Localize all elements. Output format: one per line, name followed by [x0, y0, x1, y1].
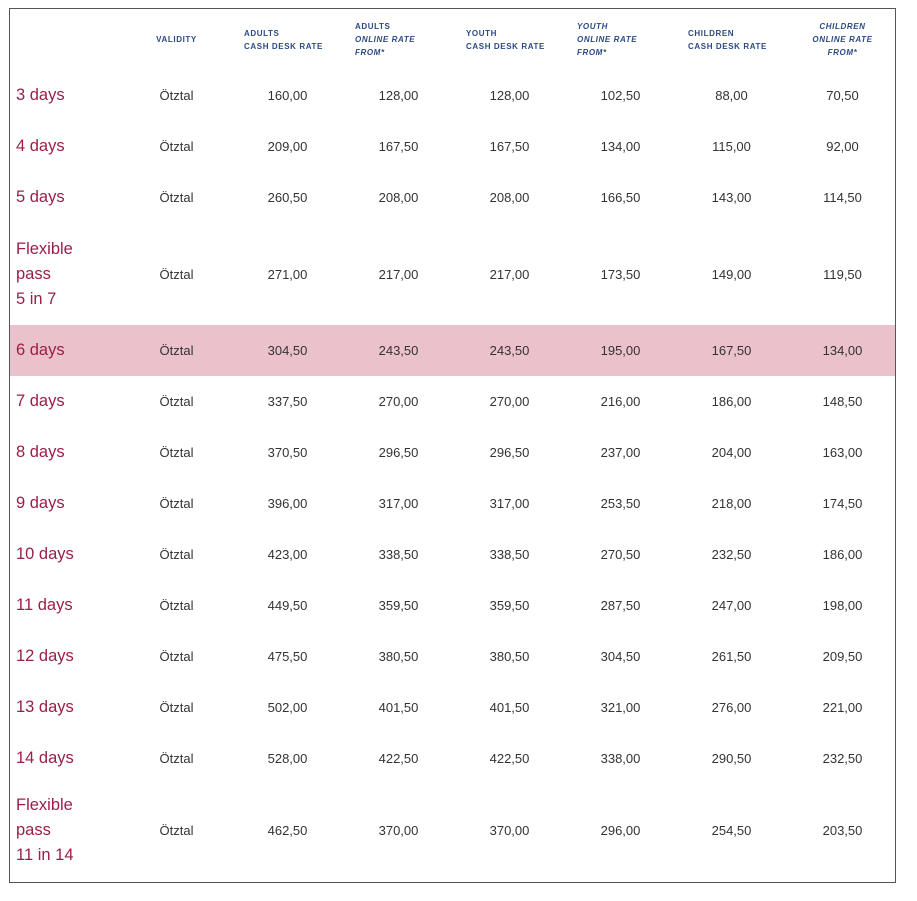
- cell-children-online: 198,00: [822, 598, 863, 613]
- table-row: [10, 478, 896, 529]
- duration-line: 14 days: [16, 749, 74, 767]
- cell-youth-online: 270,50: [600, 547, 641, 562]
- cell-youth-cash: 270,00: [489, 394, 530, 409]
- duration-line: 13 days: [16, 698, 74, 716]
- cell-validity: Ötztal: [159, 445, 194, 460]
- header-children-online: CHILDREN ONLINE RATE FROM*: [812, 22, 873, 57]
- cell-youth-cash: 296,50: [489, 445, 530, 460]
- cell-children-online: 209,50: [822, 649, 863, 664]
- cell-children-cash: 143,00: [711, 190, 752, 205]
- cell-adults-cash: 502,00: [267, 700, 308, 715]
- cell-children-online: 148,50: [822, 394, 863, 409]
- cell-youth-online: 287,50: [600, 598, 641, 613]
- duration-line: 11 in 14: [16, 845, 74, 864]
- cell-adults-cash: 396,00: [267, 496, 308, 511]
- cell-children-cash: 247,00: [711, 598, 752, 613]
- cell-children-online: 163,00: [822, 445, 863, 460]
- cell-youth-cash: 370,00: [489, 822, 530, 838]
- table-row: [10, 325, 896, 376]
- cell-adults-cash: 475,50: [267, 649, 308, 664]
- cell-youth-online: 296,00: [600, 822, 641, 838]
- cell-validity: Ötztal: [159, 190, 194, 205]
- cell-children-online: 114,50: [823, 190, 862, 205]
- cell-children-cash: 167,50: [676, 325, 787, 376]
- cell-validity: Ötztal: [159, 649, 194, 664]
- cell-validity: Ötztal: [159, 394, 194, 409]
- table-row: [10, 223, 896, 325]
- cell-duration: [10, 70, 121, 121]
- cell-validity: Ötztal: [159, 547, 194, 562]
- duration-line: 3 days: [16, 86, 65, 104]
- cell-validity: Ötztal: [159, 822, 194, 838]
- cell-duration: [10, 121, 121, 172]
- duration-line: 9 days: [16, 494, 65, 512]
- cell-validity: Ötztal: [159, 700, 194, 715]
- cell-youth-online: 338,00: [600, 751, 641, 766]
- cell-adults-online: 370,00: [378, 822, 419, 838]
- cell-children-online: 70,50: [826, 88, 859, 103]
- cell-duration: [10, 631, 121, 682]
- table-row: [10, 70, 896, 121]
- cell-adults-online: 208,00: [378, 190, 419, 205]
- duration-line: pass: [16, 820, 51, 839]
- cell-duration: [10, 478, 121, 529]
- cell-adults-online: 401,50: [378, 700, 419, 715]
- table-header-row: [10, 9, 896, 70]
- cell-children-cash: 254,50: [711, 822, 752, 838]
- cell-children-cash: 290,50: [711, 751, 752, 766]
- cell-children-online: 221,00: [822, 700, 863, 715]
- table-row: [10, 733, 896, 784]
- header-validity: VALIDITY: [156, 35, 197, 44]
- cell-youth-cash: 380,50: [489, 649, 530, 664]
- cell-adults-cash: 271,00: [267, 266, 308, 282]
- cell-adults-online: 338,50: [378, 547, 419, 562]
- header-children-cash: CHILDREN CASH DESK RATE: [688, 28, 767, 51]
- cell-youth-online: 253,50: [600, 496, 641, 511]
- cell-adults-cash: 370,50: [267, 445, 308, 460]
- cell-duration: [10, 376, 121, 427]
- cell-validity: Ötztal: [159, 139, 194, 154]
- cell-validity: Ötztal: [159, 598, 194, 613]
- header-youth-online: YOUTH ONLINE RATE FROM*: [577, 22, 638, 57]
- cell-youth-cash: 422,50: [489, 751, 530, 766]
- cell-children-cash: 276,00: [711, 700, 752, 715]
- cell-youth-online: 237,00: [600, 445, 641, 460]
- duration-line: Flexible: [16, 239, 73, 258]
- cell-duration: [10, 580, 121, 631]
- cell-children-online: 174,50: [822, 496, 863, 511]
- duration-line: 6 days: [16, 341, 65, 359]
- cell-children-cash: 186,00: [711, 394, 752, 409]
- cell-adults-online: 128,00: [378, 88, 419, 103]
- duration-line: Flexible: [16, 795, 73, 814]
- cell-validity: Ötztal: [159, 751, 194, 766]
- cell-duration: [10, 427, 121, 478]
- cell-youth-cash: 401,50: [489, 700, 530, 715]
- cell-youth-online: 216,00: [600, 394, 641, 409]
- duration-line: 5 days: [16, 188, 65, 206]
- cell-children-online: 119,50: [823, 266, 862, 282]
- duration-line: pass: [16, 264, 51, 283]
- cell-youth-online: 102,50: [600, 88, 641, 103]
- duration-line: 4 days: [16, 137, 65, 155]
- cell-adults-online: 270,00: [378, 394, 419, 409]
- cell-children-cash: 218,00: [711, 496, 752, 511]
- cell-adults-online: 243,50: [343, 325, 454, 376]
- price-table-body: [10, 70, 896, 876]
- table-row: [10, 682, 896, 733]
- cell-adults-cash: 528,00: [267, 751, 308, 766]
- cell-validity: Ötztal: [159, 88, 194, 103]
- cell-youth-cash: 243,50: [454, 325, 565, 376]
- cell-duration: [10, 784, 121, 876]
- cell-children-cash: 149,00: [711, 266, 752, 282]
- cell-youth-online: 321,00: [600, 700, 641, 715]
- cell-adults-cash: 260,50: [267, 190, 308, 205]
- cell-adults-online: 359,50: [378, 598, 419, 613]
- cell-youth-cash: 338,50: [489, 547, 530, 562]
- cell-children-online: 203,50: [822, 822, 863, 838]
- cell-adults-online: 380,50: [378, 649, 419, 664]
- cell-youth-cash: 317,00: [489, 496, 530, 511]
- table-row: [10, 172, 896, 223]
- cell-youth-online: 134,00: [600, 139, 641, 154]
- table-row: [10, 580, 896, 631]
- price-table-container: [9, 8, 896, 883]
- table-row: [10, 784, 896, 876]
- cell-youth-cash: 128,00: [489, 88, 530, 103]
- duration-line: 11 days: [16, 596, 73, 614]
- cell-children-cash: 204,00: [711, 445, 752, 460]
- cell-duration: [10, 172, 121, 223]
- cell-children-online: 232,50: [822, 751, 863, 766]
- cell-children-cash: 88,00: [715, 88, 748, 103]
- table-row: [10, 376, 896, 427]
- cell-adults-online: 296,50: [378, 445, 419, 460]
- duration-line: 8 days: [16, 443, 65, 461]
- cell-youth-cash: 208,00: [489, 190, 530, 205]
- cell-adults-online: 167,50: [378, 139, 419, 154]
- duration-line: 12 days: [16, 647, 74, 665]
- price-table: [10, 9, 896, 876]
- cell-validity: Ötztal: [121, 325, 232, 376]
- cell-duration: [10, 733, 121, 784]
- cell-children-cash: 232,50: [711, 547, 752, 562]
- header-adults-cash: ADULTS CASH DESK RATE: [244, 28, 323, 51]
- cell-adults-cash: 304,50: [232, 325, 343, 376]
- cell-adults-cash: 160,00: [267, 88, 308, 103]
- cell-children-cash: 261,50: [711, 649, 752, 664]
- duration-line: 7 days: [16, 392, 65, 410]
- cell-youth-online: 195,00: [565, 325, 676, 376]
- cell-youth-cash: 167,50: [489, 139, 530, 154]
- cell-adults-cash: 462,50: [267, 822, 308, 838]
- cell-duration: [10, 682, 121, 733]
- cell-children-online: 186,00: [822, 547, 863, 562]
- cell-adults-online: 317,00: [378, 496, 419, 511]
- cell-children-online: 92,00: [826, 139, 859, 154]
- cell-youth-online: 173,50: [600, 266, 641, 282]
- cell-adults-online: 422,50: [378, 751, 419, 766]
- header-youth-cash: YOUTH CASH DESK RATE: [466, 28, 545, 51]
- cell-duration: [10, 529, 121, 580]
- duration-line: 10 days: [16, 545, 74, 563]
- cell-duration: [10, 325, 121, 376]
- table-row: [10, 529, 896, 580]
- cell-validity: Ötztal: [159, 496, 194, 511]
- cell-adults-cash: 449,50: [267, 598, 308, 613]
- header-duration: [10, 9, 121, 70]
- cell-validity: Ötztal: [159, 266, 194, 282]
- table-row: [10, 121, 896, 172]
- header-adults-online: ADULTS ONLINE RATE FROM*: [355, 22, 416, 57]
- table-row: [10, 427, 896, 478]
- cell-children-cash: 115,00: [712, 139, 751, 154]
- duration-line: 5 in 7: [16, 289, 57, 308]
- table-row: [10, 631, 896, 682]
- cell-children-online: 134,00: [787, 325, 896, 376]
- cell-duration: [10, 223, 121, 325]
- cell-youth-cash: 359,50: [489, 598, 530, 613]
- cell-adults-cash: 337,50: [267, 394, 308, 409]
- cell-adults-online: 217,00: [378, 266, 419, 282]
- cell-adults-cash: 423,00: [267, 547, 308, 562]
- cell-adults-cash: 209,00: [267, 139, 308, 154]
- cell-youth-online: 166,50: [600, 190, 641, 205]
- cell-youth-online: 304,50: [600, 649, 641, 664]
- cell-youth-cash: 217,00: [489, 266, 530, 282]
